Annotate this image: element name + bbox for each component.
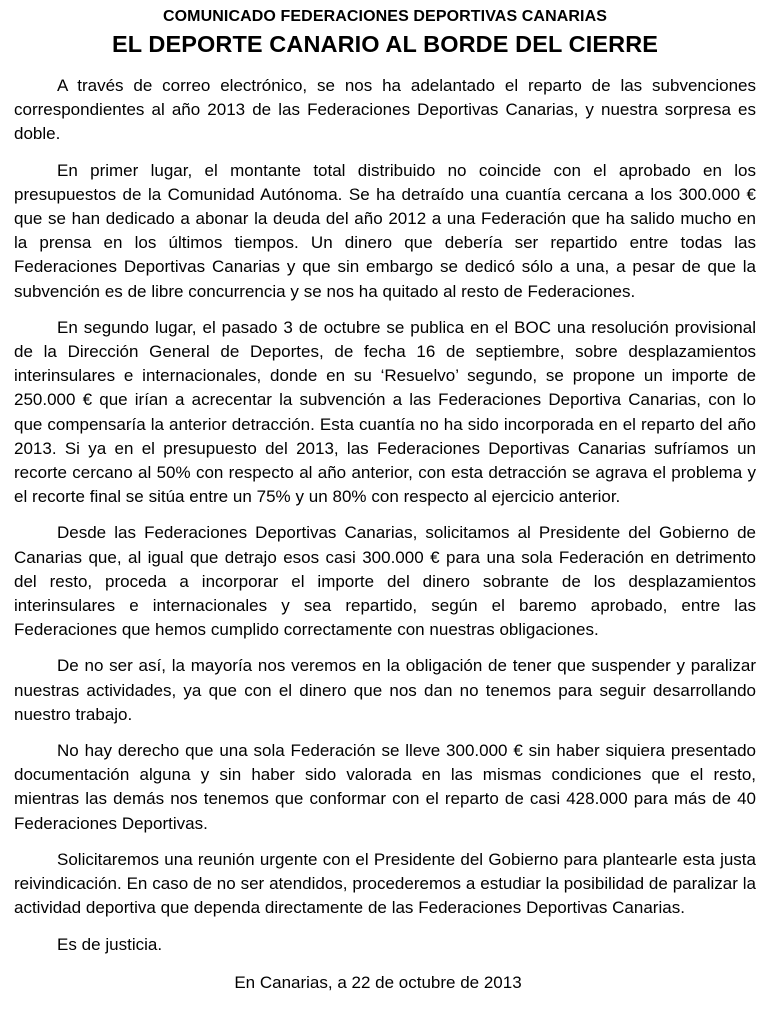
document-body (14, 74, 756, 995)
paragraph: Solicitaremos una reunión urgente con el Presidente del Gobierno para plantearle esta justa reivindicación. En caso de no ser atendidos, procederemos a estudiar la posibilidad de paralizar la actividad deportiva que dependa directamente de las Federaciones Deportivas Canarias. (14, 849, 756, 918)
document-page (0, 7, 772, 1031)
paragraph: En primer lugar, el montante total distribuido no coincide con el aprobado en los presupuestos de la Comunidad Autónoma. Se ha detraído una cuantía cercana a los 300.000 € que se han dedicado a abonar la deuda del año 2012 a una Federación que ha salido mucho en la prensa en los últimos tiempos. Un dinero que debería ser repartido entre todas las Federaciones Deportivas Canarias y que sin embargo se dedicó sólo a una, a pesar de que la subvención es de libre concurrencia y se nos ha quitado al resto de Federaciones. (14, 160, 756, 301)
page-title-main: COMUNICADO FEDERACIONES DEPORTIVAS CANARIAS (162, 8, 608, 25)
paragraph-closing-statement: Es de justicia. (57, 934, 163, 954)
paragraph: En segundo lugar, el pasado 3 de octubre se publica en el BOC una resolución provisional de la Dirección General de Deportes, de fecha 16 de septiembre, sobre desplazamientos interinsulares e internacionales, donde en su ‘Resuelvo’ segundo, se propone un importe de 250.000 € que irían a acrecentar la subvención a las Federaciones Deportiva Canarias, con lo que compensaría la anterior detracción. Esta cuantía no ha sido incorporada en el reparto del año 2013. Si ya en el presupuesto del 2013, las Federaciones Deportivas Canarias sufríamos un recorte cercano al 50% con respecto al año anterior, con esta detracción se agrava el problema y el recorte final se sitúa entre un 75% y un 80% con respecto al ejercicio anterior. (14, 317, 756, 507)
page-title-sub: EL DEPORTE CANARIO AL BORDE DEL CIERRE (111, 31, 659, 57)
paragraph: No hay derecho que una sola Federación se lleve 300.000 € sin haber siquiera presentado documentación alguna y sin haber sido valorada en las mismas condiciones que el resto, mientras las demás nos tenemos que conformar con el reparto de casi 428.000 para más de 40 Federaciones Deportivas. (14, 741, 756, 833)
paragraph: De no ser así, la mayoría nos veremos en la obligación de tener que suspender y paralizar nuestras actividades, ya que con el dinero que nos dan no tenemos para seguir desarrollando nuestro trabajo. (14, 656, 756, 724)
document-place-and-date: En Canarias, a 22 de octubre de 2013 (234, 972, 522, 992)
paragraph: Desde las Federaciones Deportivas Canarias, solicitamos al Presidente del Gobierno de Canarias que, al igual que detrajo esos casi 300.000 € para una sola Federación en detrimento del resto, proceda a incorporar el importe del dinero sobrante de los desplazamientos interinsulares e internacionales y sea repartido, según el baremo aprobado, entre las Federaciones que hemos cumplido correctamente con nuestras obligaciones. (14, 523, 756, 640)
paragraph: A través de correo electrónico, se nos ha adelantado el reparto de las subvenciones correspondientes al año 2013 de las Federaciones Deportivas Canarias, y nuestra sorpresa es doble. (14, 76, 756, 144)
